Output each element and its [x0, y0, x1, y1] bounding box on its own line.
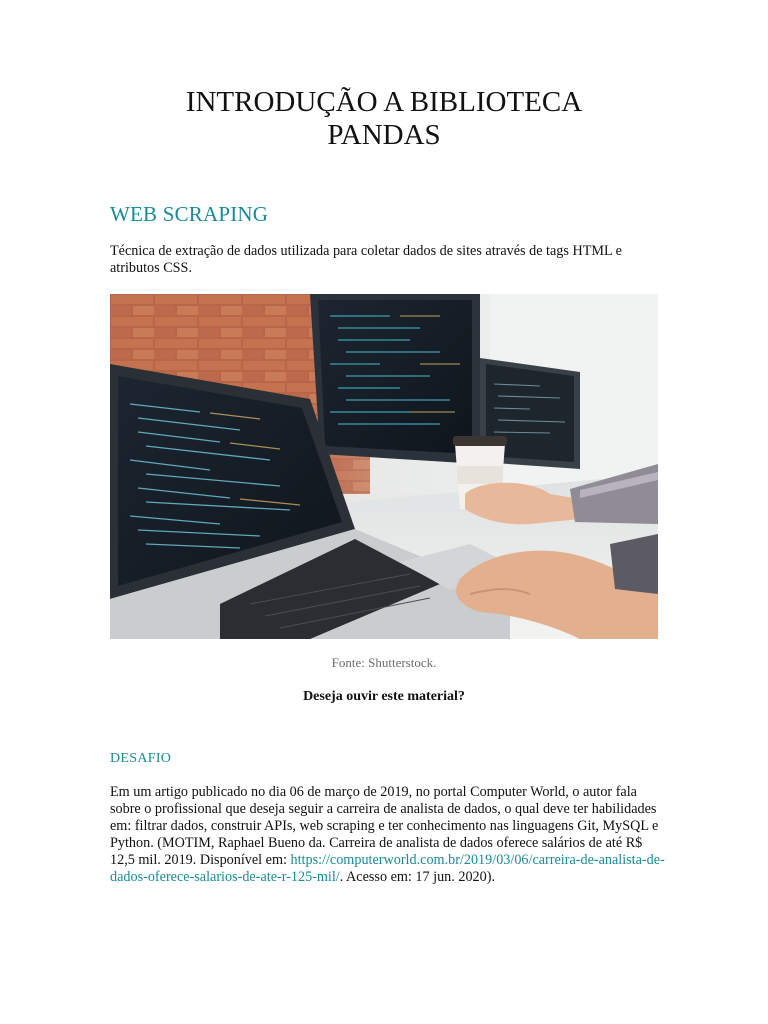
laptop-coding-photo	[110, 294, 658, 639]
challenge-text-end: . Acesso em: 17 jun. 2020).	[339, 869, 496, 885]
challenge-paragraph	[110, 784, 670, 886]
section-heading: WEB SCRAPING	[110, 202, 269, 226]
source-link[interactable]: https://computerworld.com.br/2019/03/06/carreira-de-analista-de-dados-oferece-salarios-de-ate-r-125-mil/	[110, 852, 665, 885]
intro-paragraph: Técnica de extração de dados utilizada para coletar dados de sites através de tags HTML e atributos CSS.	[110, 243, 622, 276]
photo-illustration	[110, 294, 658, 639]
page-title	[110, 86, 658, 152]
sub-heading: DESAFIO	[110, 751, 172, 766]
title-line-1: INTRODUÇÃO A BIBLIOTECA	[185, 86, 583, 118]
title-line-2: PANDAS	[327, 119, 441, 151]
challenge-text-start: Em um artigo publicado no dia 06 de março de 2019, no portal Computer World, o autor fala sobre o profissional que deseja seguir a carreira de analista de dados, o qual deve ter habilidades em: filtrar dados, construir APIs, web scraping e ter conhecimento nas linguagens Git, MySQL e Python. (MOTIM, Raphael Bueno da. Carreira de analista de dados oferece salários de até R$ 12,5 mil. 2019. Disponível em:	[110, 784, 659, 868]
listen-prompt[interactable]: Deseja ouvir este material?	[303, 689, 465, 704]
figure-caption: Fonte: Shutterstock.	[331, 655, 437, 670]
